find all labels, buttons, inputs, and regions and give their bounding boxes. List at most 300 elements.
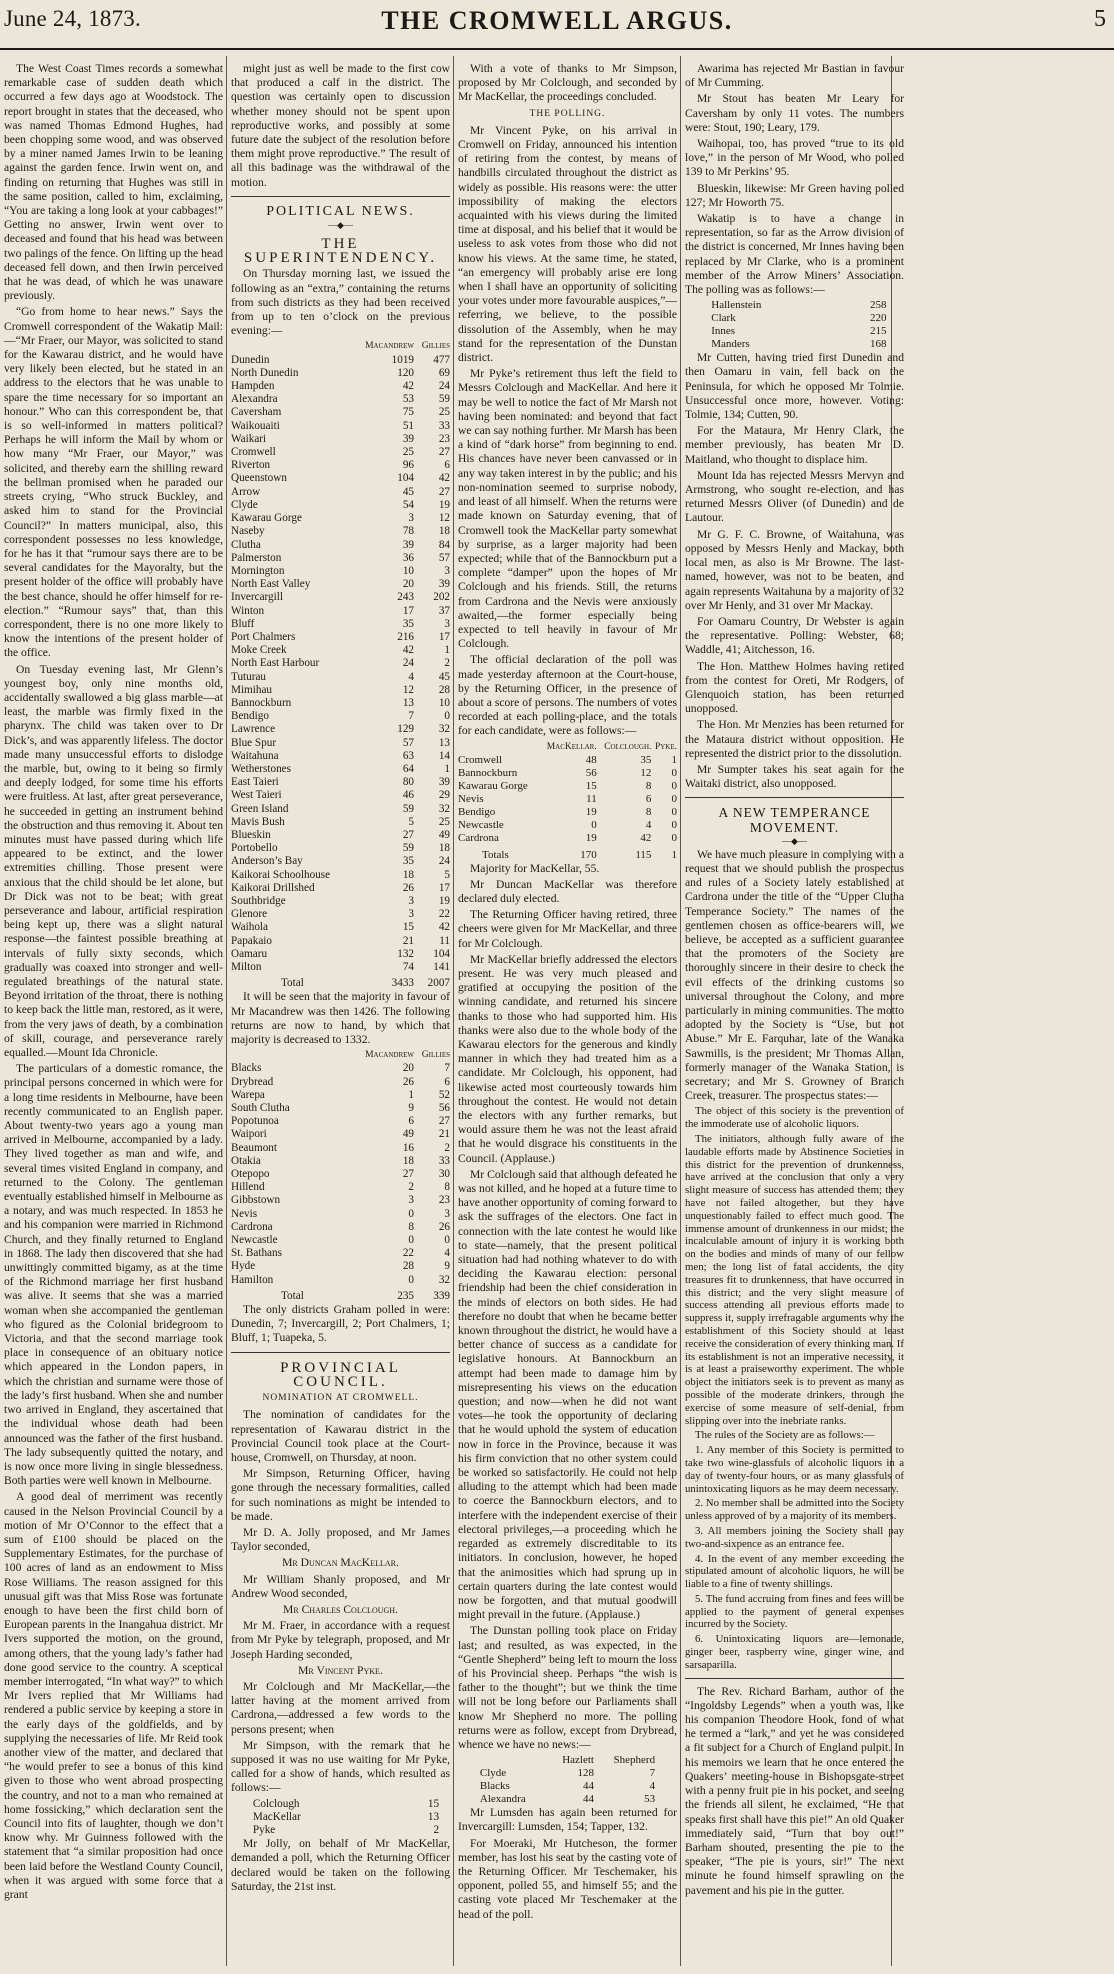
- row-label: Caversham: [231, 406, 282, 419]
- row-label: Waikouaiti: [231, 419, 280, 432]
- row-value: 27: [402, 1168, 414, 1181]
- row-value: 1019: [391, 353, 414, 366]
- show-of-hands-table: [253, 1798, 439, 1838]
- table-row: [231, 697, 450, 710]
- row-label: Kaikorai Schoolhouse: [231, 868, 331, 881]
- row-value: 19: [585, 805, 597, 818]
- society-rule: 1. Any member of this Society is permitted to take two wine-glassfuls of alcoholic liquors in a day of twenty-four hours, or as many glassfuls of unintoxicating liquors as he may deem necessary.: [685, 1444, 904, 1495]
- row-value: 26: [402, 881, 414, 894]
- row-value: 26: [402, 1075, 414, 1088]
- row-label: Pyke: [252, 1823, 276, 1836]
- row-label: Dunedin: [231, 353, 270, 366]
- article-barham: The Rev. Richard Barham, author of the “Ingoldsby Legends” when a youth was, like his companion Theodore Hook, fond of what he termed a “lark,” and yet he was considered a fit subject for a Church of England pulpit. In his memoirs we learn that he once entered the Quakers’ meeting-house in Bishopsgate-street with a penny fruit pie in his pocket, and seeing the friends all silent, he exclaimed, “He that speaks first shall have this pie!” An old Quaker immediately said, “Turn that boy out!” Barham shouted, presenting the pie to the speaker, “The pie is yours, sir!” The next minute he found himself sprawling on the pavement and his pie in the gutter.: [685, 1684, 904, 1897]
- section-rule: [685, 1678, 904, 1679]
- election-note: Mr Sumpter takes his seat again for the Waitaki district, also unopposed.: [685, 762, 904, 791]
- table-row: [231, 1247, 450, 1260]
- majority-line: Majority for MacKellar, 55.: [470, 861, 600, 875]
- column-rule: [453, 56, 454, 1966]
- row-label: Newcastle: [458, 818, 504, 831]
- row-label: Gibbstown: [231, 1194, 281, 1207]
- row-value: 3: [408, 894, 414, 907]
- row-value: 220: [869, 312, 887, 325]
- table-row: [231, 618, 450, 631]
- kawarau-poll-table: [458, 741, 677, 862]
- section-heading-temperance: A NEW TEMPERANCE MOVEMENT.: [718, 805, 871, 835]
- article-nelson-council: A good deal of merriment was recently caused in the Nelson Provincial Council by a motion of Mr O’Connor to the effect that a sum of £100 should be placed on the Supplementary Estimates, for the purchase of 100 acres of land as an endowment to Miss Rose Williams. The reason assigned for this unusual gift was that Miss Rose was fortunate enough to have been the first child born of European parents in the Inangahua district. Mr Ivers supported the motion, on the ground, among others, that the young lady’s father had done good service to the country. A sceptical member interrogated, “In what way?” to which Mr Ivers replied that Mr Williams had rendered a public service by keeping a store in the early days of the goldfields, and by supplying the necessaries of life. Mr Reid took another view of the matter, and declared that “he would prefer to see a bonus of this kind given to those who went abroad prospecting the country, and not to a man who remained at home fossicking,” which declaration sent the Council into fits of laughter, though we don’t know why. Mr Guinness followed with the statement that “a similar proposition had once been laid before the Westland County Council, when it was argued with some force that a grant: [4, 1490, 223, 1901]
- row-value: 45: [438, 670, 450, 683]
- table-row: [231, 552, 450, 565]
- table-row: [231, 776, 450, 789]
- table-row: [231, 1208, 450, 1221]
- row-value: 45: [402, 485, 414, 498]
- row-value: 39: [402, 538, 414, 551]
- table-row: [231, 393, 450, 406]
- row-value: 32: [438, 723, 450, 736]
- column-2: [231, 56, 450, 1966]
- superintendency-returns-table: [231, 340, 450, 974]
- row-value: 2: [433, 1823, 440, 1836]
- row-value: 56: [585, 766, 597, 779]
- row-value: 3: [444, 1207, 450, 1220]
- row-value: 32: [438, 1273, 450, 1286]
- row-label: Nevis: [231, 1207, 258, 1220]
- row-value: 5: [444, 868, 450, 881]
- column-1: [4, 56, 223, 1966]
- row-label: Lawrence: [231, 723, 276, 736]
- row-value: 8: [444, 1181, 450, 1194]
- article-domestic-romance: The particulars of a domestic romance, the principal persons concerned in which were for a long time residents in Melbourne, have been recently communicated to an English paper. About twenty-two years ago a young man arrived in Melbourne, accompanied by a lady. They lived together as man and wife, and several times visited England in company, and returned to the Colony. The gentleman eventually established himself in Melbourne as a notary, and was much respected. In 1853 he and his companion were married in Richmond Church, and they finally returned to England in 1868. The lady then discovered that she had unwittingly committed bigamy, as at the time of the Richmond marriage her first husband was alive. It seems that she was a married woman when she accompanied the gentleman who figured as the Colonial bridegroom to Victoria, and that the second marriage took place in consequence of an obituary notice which appeared in the London papers, in which the christian and surname were those of the lady’s first husband. When she and number two arrived in England, they ascertained that the individual whose death had been announced was the father of the first husband. The lady subsequently quitted the notary, and is now once more living in single blessedness. Both parties were well known in Melbourne.: [4, 1062, 223, 1488]
- row-value: 35: [402, 855, 414, 868]
- row-value: 64: [402, 762, 414, 775]
- row-label: Kawarau Gorge: [231, 512, 302, 525]
- row-label: Kawarau Gorge: [458, 779, 528, 792]
- table-row: [231, 948, 450, 961]
- row-value: 24: [438, 855, 450, 868]
- row-value: 42: [640, 831, 652, 844]
- row-value: 27: [438, 1115, 450, 1128]
- candidate-name: Mr Duncan MacKellar.: [282, 1556, 399, 1570]
- row-label: Arrow: [231, 485, 261, 498]
- table-row: [253, 1798, 439, 1811]
- row-value: 141: [433, 961, 450, 973]
- row-label: Otakia: [231, 1154, 261, 1167]
- row-value: 69: [438, 366, 450, 379]
- row-value: 21: [402, 934, 414, 947]
- row-label: Waikari: [231, 432, 267, 445]
- table-row: [231, 380, 450, 393]
- nomination-paragraph: Mr Jolly, on behalf of Mr MacKellar, demanded a poll, which the Returning Officer declared would be taken on the following Saturday, the 21st inst.: [231, 1837, 450, 1893]
- row-value: 18: [402, 1154, 414, 1167]
- society-rule: 6. Unintoxicating liquors are—lemonade, ginger beer, raspberry wine, ginger wine, and sarsaparilla.: [685, 1633, 904, 1671]
- row-value: 0: [671, 792, 677, 805]
- row-label: Moke Creek: [231, 644, 287, 657]
- section-rule: [231, 1352, 450, 1353]
- election-note: Mount Ida has rejected Messrs Mervyn and Armstrong, who sought re-election, and has returned Messrs Oliver (of Dunedin) and de Lautour.: [685, 468, 904, 525]
- subheading-polling: THE POLLING.: [529, 108, 606, 119]
- table-row: [231, 750, 450, 763]
- row-value: 2: [444, 1141, 450, 1154]
- column-header: Colclough.: [604, 741, 652, 752]
- row-value: 1: [444, 762, 450, 775]
- election-note: Mr Stout has beaten Mr Leary for Caversham by only 11 votes. The numbers were: Stout, 190; Leary, 179.: [685, 92, 904, 134]
- row-value: 128: [577, 1767, 594, 1780]
- row-value: 37: [438, 604, 450, 617]
- row-value: 80: [402, 776, 414, 789]
- table-row: [231, 961, 450, 974]
- table-row: [231, 1062, 450, 1075]
- table-row: [480, 1767, 655, 1780]
- row-value: 6: [408, 1115, 414, 1128]
- row-label: Oamaru: [231, 947, 268, 960]
- polling-paragraph: Mr Pyke’s retirement thus left the field to Messrs Colclough and MacKellar. And here it may be well to notice the fact of Mr Marsh not having been nominated: and beyond that fact we can say nothing further. Mr Marsh has been a kind of “dark horse” from beginning to end. His chances have never been canvassed or in any way taken interest in by the public; and his non-nomination seemed to surprise nobody, and least of all himself. When the returns were made known on Saturday evening, that of Cromwell took the MacKellar party somewhat by surprise, as a larger majority had been expected; while that of the Bannockburn put a complete “damper” upon the hopes of Mr Colclough and his friends. Still, the returns from Cardrona and the Nevis were anxiously awaited,—the former especially being expected to tell heavily in favour of Mr Colclough.: [458, 367, 677, 651]
- row-value: 10: [438, 696, 450, 709]
- row-value: 6: [645, 792, 652, 805]
- row-value: 477: [433, 353, 450, 366]
- row-value: 23: [438, 1194, 450, 1207]
- row-label: Blacks: [479, 1780, 510, 1793]
- table-row: [231, 406, 450, 419]
- row-label: Naseby: [231, 525, 265, 538]
- article-sudden-death: The West Coast Times records a somewhat remarkable case of sudden death which occurred a few days ago at Woodstock. The report brought in states that the deceased, who was named Thomas Edmond Hughes, had been chopping some wood, and was observed by a miner named James Irwin to be leaning against the garden fence. Irwin went on, and finding on returning that Hughes was still in the same position, called to him, exclaiming, “You are taking a long look at your cabbages!” Getting no answer, Irwin went over to deceased and found that his head was between two palings of the fence. On lifting up the head deceased fell down, and then Irwin perceived that he was dead, of which he was unaware previously.: [4, 62, 223, 303]
- row-label: Clyde: [479, 1767, 507, 1780]
- row-value: 27: [438, 446, 450, 459]
- row-value: 4: [649, 1780, 656, 1793]
- row-value: 9: [444, 1260, 450, 1273]
- column-header: Gillies: [421, 1050, 450, 1061]
- table-row: [231, 539, 450, 552]
- page-number: 5: [1094, 6, 1106, 32]
- section-rule: [231, 196, 450, 197]
- table-row: [231, 1089, 450, 1102]
- row-value: 168: [869, 338, 887, 351]
- table-row: [231, 869, 450, 882]
- row-value: 7: [649, 1767, 656, 1780]
- row-label: MacKellar: [252, 1810, 301, 1823]
- column-5: [896, 56, 1110, 1966]
- row-value: 2: [444, 657, 450, 670]
- row-value: 19: [585, 831, 597, 844]
- row-value: 25: [438, 815, 450, 828]
- article-continuation: might just as well be made to the first cow that produced a calf in the district. The question was certainly open to discussion whether money should not be spent upon reproductive works, and possibly at some future date the subject of the resolution before them might prove reproductive.” The result of all this badinage was the withdrawal of the motion.: [231, 62, 450, 189]
- row-value: 4: [444, 1247, 450, 1260]
- row-label: Mavis Bush: [231, 815, 285, 828]
- row-label: North Dunedin: [231, 366, 299, 379]
- row-value: 18: [438, 842, 450, 855]
- table-row: [231, 1221, 450, 1234]
- row-value: 0: [671, 831, 677, 844]
- row-value: 3: [444, 617, 450, 630]
- row-label: Hillend: [231, 1181, 265, 1194]
- row-value: 11: [439, 934, 450, 947]
- table-row: [231, 446, 450, 459]
- election-note: Awarima has rejected Mr Bastian in favour of Mr Cumming.: [685, 62, 904, 90]
- column-header: Pyke.: [654, 741, 677, 752]
- row-label: Bluff: [231, 617, 255, 630]
- newspaper-title: THE CROMWELL ARGUS.: [381, 6, 733, 35]
- table-row: [231, 578, 450, 591]
- row-value: 39: [438, 578, 450, 591]
- row-value: 7: [408, 710, 414, 723]
- row-value: 59: [402, 802, 414, 815]
- row-value: 0: [671, 779, 677, 792]
- nomination-paragraph: Mr D. A. Jolly proposed, and Mr James Taylor seconded,: [231, 1525, 450, 1554]
- dunstan-poll-table: [480, 1754, 655, 1806]
- society-rule: 4. In the event of any member exceeding the stipulated amount of alcoholic liquors, he will be liable to a fine of twenty shillings.: [685, 1552, 904, 1591]
- table-row: [231, 737, 450, 750]
- row-value: 57: [438, 551, 450, 564]
- later-returns-total-table: [231, 1290, 450, 1303]
- column-header: Macandrew: [365, 1050, 414, 1061]
- superintendency-intro: On Thursday morning last, we issued the following as an “extra,” containing the returns from such districts as they had been received from up to ten o’clock on the previous evening:—: [231, 267, 450, 338]
- table-row: [231, 644, 450, 657]
- row-label: Bannockburn: [231, 696, 292, 709]
- row-label: Portobello: [231, 842, 278, 855]
- section-rule: [685, 797, 904, 798]
- row-value: 42: [438, 921, 450, 934]
- table-row: [458, 832, 677, 845]
- row-label: Mimihau: [231, 683, 273, 696]
- row-value: 17: [402, 604, 414, 617]
- total-value: 339: [433, 1289, 450, 1302]
- row-label: North East Valley: [231, 578, 311, 591]
- row-value: 22: [438, 908, 450, 921]
- row-value: 12: [402, 683, 414, 696]
- row-value: 0: [444, 710, 450, 723]
- row-label: Waipori: [231, 1128, 267, 1141]
- row-label: Blueskin: [231, 828, 271, 841]
- row-label: Green Island: [231, 802, 289, 815]
- row-value: 49: [402, 1128, 414, 1141]
- row-value: 39: [402, 432, 414, 445]
- row-value: 15: [585, 779, 597, 792]
- masthead: [0, 0, 1114, 50]
- table-row: [231, 472, 450, 485]
- nomination-paragraph: Mr Simpson, with the remark that he supposed it was no use waiting for Mr Pyke, called for a show of hands, which resulted as follows:—: [231, 1738, 450, 1795]
- row-label: Waitahuna: [231, 749, 279, 762]
- election-note: The Hon. Matthew Holmes having retired from the contest for Oreti, Mr Rodgers, of Glenquoich station, has been returned unopposed.: [685, 659, 904, 716]
- row-value: 51: [402, 419, 414, 432]
- row-value: 216: [397, 630, 414, 643]
- row-label: Nevis: [458, 792, 484, 805]
- row-label: Papakaio: [231, 934, 273, 947]
- row-label: Warepa: [231, 1088, 265, 1101]
- row-value: 24: [402, 657, 414, 670]
- table-row: [231, 459, 450, 472]
- row-value: 49: [438, 828, 450, 841]
- column-header: Shepherd: [613, 1754, 656, 1767]
- section-subheading: NOMINATION AT CROMWELL.: [262, 1393, 419, 1404]
- row-value: 0: [444, 1234, 450, 1247]
- row-label: Winton: [231, 604, 265, 617]
- row-label: Hallenstein: [711, 299, 762, 312]
- row-label: Beaumont: [231, 1141, 277, 1154]
- row-value: 1: [671, 753, 677, 766]
- society-rule: 2. No member shall be admitted into the Society unless approved of by a majority of its members.: [685, 1497, 904, 1523]
- issue-date: June 24, 1873.: [4, 6, 141, 31]
- election-note: The Hon. Mr Menzies has been returned for the Mataura district without opposition. He represented the district prior to the dissolution.: [685, 718, 904, 760]
- table-row: [711, 338, 886, 351]
- row-value: 8: [645, 779, 652, 792]
- table-row: [231, 1155, 450, 1168]
- row-label: Drybread: [231, 1075, 274, 1088]
- row-value: 10: [402, 564, 414, 577]
- column-4: [685, 56, 904, 1966]
- row-value: 0: [408, 1273, 414, 1286]
- table-row: [231, 486, 450, 499]
- nomination-paragraph: Mr Colclough and Mr MacKellar,—the latter having at the moment arrived from Cardrona,—addressed a few words to the persons present; when: [231, 1679, 450, 1736]
- row-label: Bendigo: [231, 710, 269, 723]
- election-note: For the Mataura, Mr Henry Clark, the member previously, has beaten Mr D. Maitland, who thought to displace him.: [685, 424, 904, 466]
- row-label: Bannockburn: [458, 766, 518, 779]
- row-value: 104: [433, 947, 450, 960]
- row-label: Cromwell: [231, 446, 276, 459]
- row-value: 16: [402, 1141, 414, 1154]
- row-label: Southbridge: [231, 894, 286, 907]
- section-heading-political-news: POLITICAL NEWS.: [266, 203, 415, 219]
- row-value: 18: [438, 525, 450, 538]
- row-value: 35: [402, 617, 414, 630]
- row-value: 4: [408, 670, 414, 683]
- row-label: Tuturau: [231, 670, 267, 683]
- later-returns-table: [231, 1049, 450, 1287]
- table-row: [231, 723, 450, 736]
- wakatip-poll-table: [711, 299, 886, 351]
- row-label: Cardrona: [231, 1220, 273, 1233]
- row-label: North East Harbour: [231, 657, 320, 670]
- row-value: 132: [397, 947, 414, 960]
- table-row: [231, 1260, 450, 1273]
- row-value: 27: [438, 485, 450, 498]
- polling-paragraph: Mr MacKellar briefly addressed the electors present. He was very much pleased and gratified at occupying the position of the winning candidate, and returned his sincere thanks to those who had supported him. His thanks were also due to the whole body of the Kawarau electors for the generous and kindly manner in which they had treated him as a candidate. Mr Colclough, his opponent, had likewise acted most courteously towards him throughout the contest. He would not detain the electors with any further remarks, but would assure them he was not the least afraid that he would disgrace his constituents in the Council. (Applause.): [458, 952, 677, 1165]
- row-value: 4: [645, 818, 652, 831]
- row-value: 15: [402, 921, 414, 934]
- row-value: 44: [582, 1780, 594, 1793]
- election-note: Mr Cutten, having tried first Dunedin and then Oamaru in vain, fell back on the Peninsula, for which he opposed Mr Tolmie. Unsuccessful once more, however. Voting: Tolmie, 134; Cutten, 90.: [685, 351, 904, 422]
- graham-note: The only districts Graham polled in were: Dunedin, 7; Invercargill, 2; Port Chalmers, 1; Bluff, 1; Tuapeka, 5.: [231, 1303, 450, 1345]
- table-row: [458, 819, 677, 832]
- table-row: [231, 789, 450, 802]
- row-label: Alexandra: [231, 393, 278, 406]
- proceedings-concluded: With a vote of thanks to Mr Simpson, proposed by Mr Colclough, and seconded by Mr MacKellar, the proceedings concluded.: [458, 62, 677, 104]
- row-value: 30: [438, 1168, 450, 1181]
- row-value: 57: [402, 736, 414, 749]
- row-value: 3: [408, 1194, 414, 1207]
- row-value: 75: [402, 406, 414, 419]
- section-heading-superintendency: THE SUPERINTENDENCY.: [243, 236, 438, 267]
- row-value: 9: [408, 1102, 414, 1115]
- table-row: [231, 842, 450, 855]
- society-rule: 3. All members joining the Society shall pay two-and-sixpence as an entrance fee.: [685, 1524, 904, 1550]
- table-row: [458, 780, 677, 793]
- table-row: [231, 631, 450, 644]
- row-label: Hamilton: [231, 1273, 274, 1286]
- majority-note: It will be seen that the majority in favour of Mr Macandrew was then 1426. The following returns are now to hand, by which that majority is decreased to 1332.: [231, 990, 450, 1047]
- row-value: 96: [402, 459, 414, 472]
- nomination-paragraph: The nomination of candidates for the representation of Kawarau district in the Provincial Council took place at the Court-house, Cromwell, on Thursday, at noon.: [231, 1408, 450, 1464]
- row-label: Invercargill: [231, 591, 283, 604]
- column-header: Hazlett: [562, 1754, 594, 1767]
- row-label: East Taieri: [231, 776, 279, 789]
- table-row: [231, 803, 450, 816]
- table-row: [231, 367, 450, 380]
- row-value: 0: [671, 818, 677, 831]
- total-value: 3433: [391, 977, 414, 990]
- table-row: [231, 512, 450, 525]
- table-row: [231, 816, 450, 829]
- table-row: [458, 754, 677, 767]
- nomination-paragraph: Mr M. Fraer, in accordance with a request from Mr Pyke by telegraph, proposed, and Mr Joseph Harding seconded,: [231, 1619, 450, 1661]
- row-value: 48: [585, 753, 597, 766]
- row-value: 3: [444, 564, 450, 577]
- row-value: 8: [645, 805, 652, 818]
- row-value: 21: [438, 1128, 450, 1141]
- row-value: 42: [438, 472, 450, 485]
- row-label: Hampden: [231, 380, 275, 393]
- row-value: 0: [408, 1207, 414, 1220]
- row-value: 19: [438, 894, 450, 907]
- table-row: [231, 829, 450, 842]
- column-rule: [226, 56, 227, 1966]
- row-value: 11: [586, 792, 597, 805]
- table-row: [480, 1780, 655, 1793]
- row-label: Blacks: [231, 1062, 262, 1075]
- row-value: 54: [402, 498, 414, 511]
- polling-paragraph: The Returning Officer having retired, three cheers were given for Mr MacKellar, and three for Mr Colclough.: [458, 908, 677, 950]
- row-value: 35: [640, 753, 652, 766]
- table-row: [231, 684, 450, 697]
- row-label: Clyde: [231, 498, 258, 511]
- row-label: Clutha: [231, 538, 261, 551]
- table-row: [231, 565, 450, 578]
- row-value: 12: [438, 512, 450, 525]
- row-label: West Taieri: [231, 789, 282, 802]
- row-value: 63: [402, 749, 414, 762]
- row-label: Colclough: [252, 1797, 300, 1810]
- temperance-paragraph: We have much pleasure in complying with a request that we should publish the prospectus and rules of a Society lately established at Cardrona under the title of the “Upper Clutha Temperance Society.” The names of the gentlemen chosen as office-bearers will, we believe, be accepted as a sufficient guarantee that the promoters of the Society are thoroughly sincere in their desire to check the evil effects of the drinking customs so universal throughout the Colony, and more particularly in mining communities. The motto adopted by the Society is “Use, but not Abuse.” Mr E. Farquhar, late of the Wanaka Sawmills, is the president; Mr Thomas Allan, formerly manager of the Wanaka Station, is secretary; and Mr S. Growney of Branch Creek, treasurer. The prospectus states:—: [685, 847, 904, 1103]
- row-value: 12: [640, 766, 652, 779]
- table-row: [711, 299, 886, 312]
- table-row: [253, 1824, 439, 1837]
- row-label: Cardrona: [458, 831, 499, 844]
- row-value: 3: [408, 908, 414, 921]
- polling-paragraph: Mr Lumsden has again been returned for Invercargill: Lumsden, 154; Tapper, 132.: [458, 1806, 677, 1834]
- total-value: 115: [635, 848, 652, 861]
- row-value: 29: [438, 789, 450, 802]
- table-row: [231, 420, 450, 433]
- row-value: 18: [402, 868, 414, 881]
- table-row: [231, 671, 450, 684]
- row-value: 28: [402, 1260, 414, 1273]
- row-value: 53: [644, 1793, 656, 1806]
- row-label: South Clutha: [231, 1102, 290, 1115]
- table-row: [231, 1181, 450, 1194]
- total-label: Totals: [482, 848, 509, 861]
- row-value: 20: [402, 1062, 414, 1075]
- table-row: [231, 657, 450, 670]
- row-value: 13: [402, 696, 414, 709]
- column-header: Macandrew: [365, 341, 414, 352]
- row-value: 42: [402, 644, 414, 657]
- row-value: 46: [402, 789, 414, 802]
- polling-paragraph: Mr Vincent Pyke, on his arrival in Cromwell on Friday, announced his intention of retiring from the contest, by means of handbills circulated throughout the district as widely as possible. His reasons were: the utter impossibility of making the electors acquainted with his views during the limited time at disposal, and his belief that it would be useless to ask votes from those who did not know his views. At the same time, he stated, “an emergency will probably arise ere long when I shall have an opportunity of soliciting your votes under more favourable auspices,”—referring, we believe, to the possible dissolution of the Assembly, when he may stand for the representation of the Dunstan district.: [458, 123, 677, 365]
- ornament-divider: —◆—: [328, 220, 353, 231]
- row-value: 13: [427, 1810, 440, 1823]
- column-header: Gillies: [421, 341, 450, 352]
- candidate-name: Mr Charles Colclough.: [283, 1602, 398, 1616]
- table-row: [231, 354, 450, 367]
- table-row: [231, 895, 450, 908]
- row-value: 1: [408, 1088, 414, 1101]
